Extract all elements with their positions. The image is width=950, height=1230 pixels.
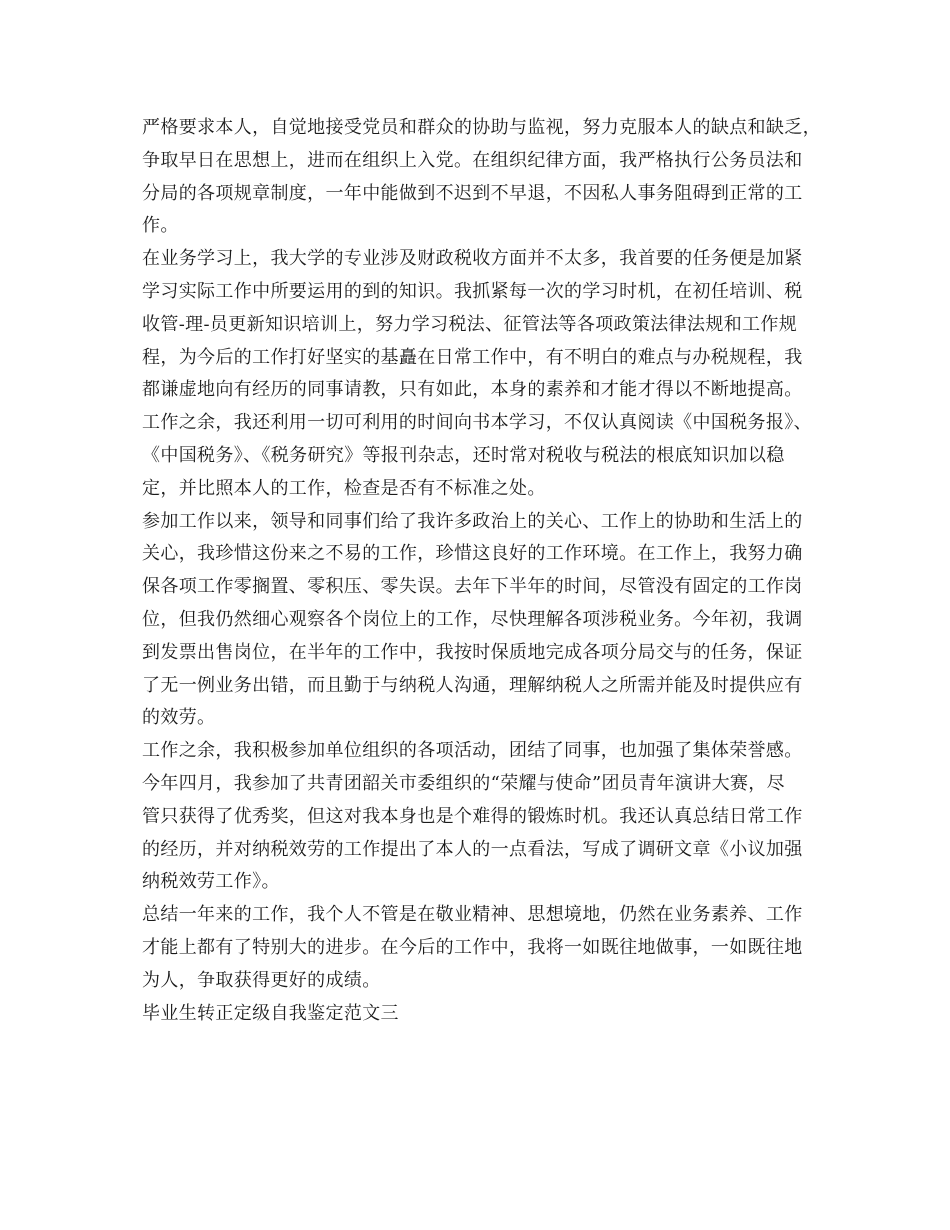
text-line: 保各项工作零搁置、零积压、零失误。去年下半年的时间，尽管没有固定的工作岗 <box>142 576 803 598</box>
text-line: 关心，我珍惜这份来之不易的工作，珍惜这良好的工作环境。在工作上，我努力确 <box>142 543 803 565</box>
text-line: 学习实际工作中所要运用的到的知识。我抓紧每一次的学习时机，在初任培训、税 <box>142 280 803 302</box>
text-line: 纳税效劳工作》。 <box>142 871 280 893</box>
document-body <box>142 112 824 1030</box>
text-line: 了无一例业务出错，而且勤于与纳税人沟通，理解纳税人之所需并能及时提供应有 <box>142 674 803 696</box>
text-line: 严格要求本人，自觉地接受党员和群众的协助与监视，努力克服本人的缺点和缺乏， <box>142 117 821 138</box>
text-line: 都谦虚地向有经历的同事请教，只有如此，本身的素养和才能才得以不断地提高。 <box>142 379 803 401</box>
text-line: 才能上都有了特别大的进步。在今后的工作中，我将一如既往地做事，一如既往地 <box>142 936 803 958</box>
text-line: 争取早日在思想上，进而在组织上入党。在组织纪律方面，我严格执行公务员法和 <box>142 149 803 171</box>
text-line: 程，为今后的工作打好坚实的基矗在日常工作中，有不明白的难点与办税规程，我 <box>142 346 803 368</box>
text-line: 总结一年来的工作，我个人不管是在敬业精神、思想境地，仍然在业务素养、工作 <box>142 904 803 926</box>
text-line: 为人，争取获得更好的成绩。 <box>142 969 381 991</box>
text-line: 参加工作以来，领导和同事们给了我许多政治上的关心、工作上的协助和生活上的 <box>142 510 803 532</box>
text-line: 位，但我仍然细心观察各个岗位上的工作，尽快理解各项涉税业务。今年初，我调 <box>142 608 803 630</box>
text-line: 《中国税务》、《税务研究》等报刊杂志，还时常对税收与税法的根底知识加以稳 <box>142 444 785 466</box>
text-line: 作。 <box>142 215 179 237</box>
text-line: 今年四月，我参加了共青团韶关市委组织的“荣耀与使命”团员青年演讲大赛，尽 <box>142 772 786 794</box>
section-heading: 毕业生转正定级自我鉴定范文三 <box>142 1002 399 1024</box>
text-line: 的效劳。 <box>142 707 216 729</box>
text-line: 定，并比照本人的工作，检查是否有不标准之处。 <box>142 477 546 499</box>
text-line: 工作之余，我积极参加单位组织的各项活动，团结了同事，也加强了集体荣誉感。 <box>142 740 803 762</box>
text-line: 的经历，并对纳税效劳的工作提出了本人的一点看法，写成了调研文章《小议加强 <box>142 838 803 860</box>
text-line: 收管-理-员更新知识培训上，努力学习税法、征管法等各项政策法律法规和工作规 <box>142 313 798 335</box>
text-line: 工作之余，我还利用一切可利用的时间向书本学习，不仅认真阅读《中国税务报》、 <box>142 412 812 434</box>
text-line: 在业务学习上，我大学的专业涉及财政税收方面并不太多，我首要的任务便是加紧 <box>142 248 803 270</box>
text-line: 管只获得了优秀奖，但这对我本身也是个难得的锻炼时机。我还认真总结日常工作 <box>142 805 803 827</box>
text-line: 分局的各项规章制度，一年中能做到不迟到不早退，不因私人事务阻碍到正常的工 <box>142 182 803 204</box>
text-line: 到发票出售岗位，在半年的工作中，我按时保质地完成各项分局交与的任务，保证 <box>142 641 803 663</box>
